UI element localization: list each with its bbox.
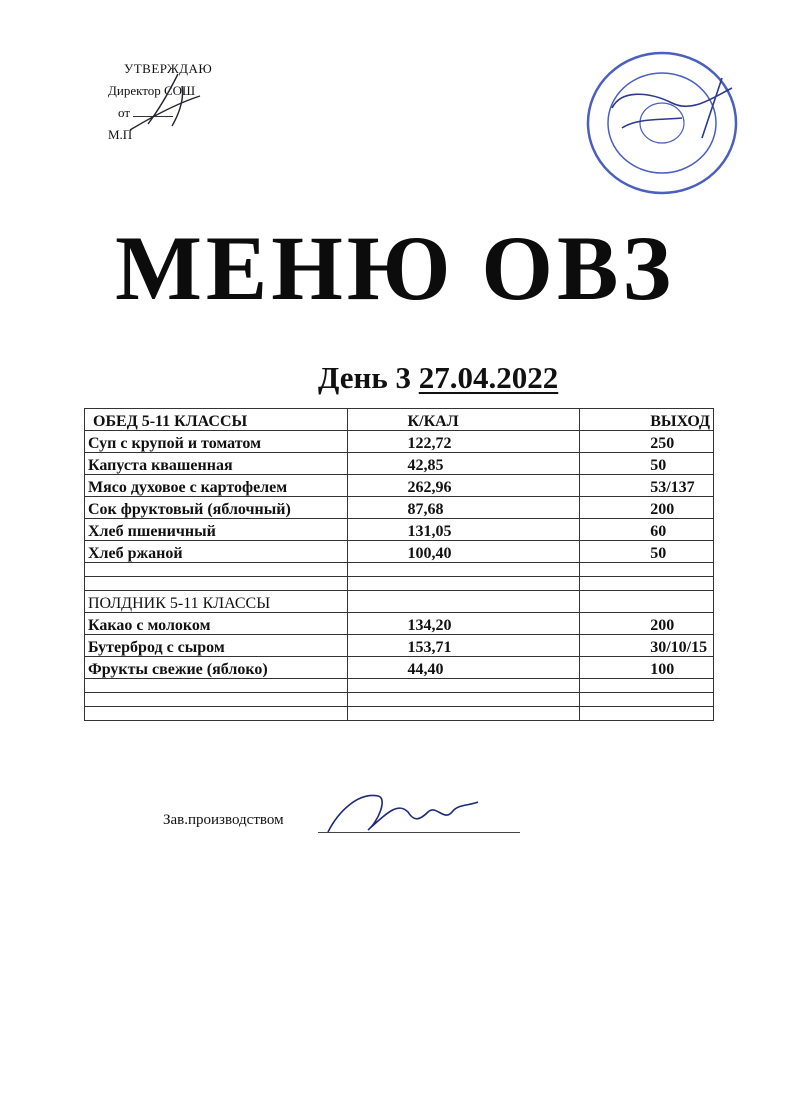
production-manager-label: Зав.производством — [163, 812, 284, 828]
kcal-header: К/КАЛ — [347, 409, 580, 431]
approval-director: Директор СОШ — [108, 83, 196, 98]
approval-date-label: от — [118, 105, 131, 120]
dish-name: Суп с крупой и томатом — [85, 431, 348, 453]
dish-name: Хлеб ржаной — [85, 541, 348, 563]
dish-kcal: 131,05 — [347, 519, 580, 541]
table-row — [85, 431, 714, 453]
director-signature — [120, 68, 210, 148]
day-date: 27.04.2022 — [418, 360, 559, 395]
table-row — [85, 497, 714, 519]
empty-row — [85, 563, 714, 577]
table-row — [85, 475, 714, 497]
dish-kcal: 42,85 — [347, 453, 580, 475]
empty-row — [85, 679, 714, 693]
table-row — [85, 541, 714, 563]
snack-header-row — [85, 591, 714, 613]
approval-seal-label: М.П — [108, 127, 133, 142]
dish-kcal: 122,72 — [347, 431, 580, 453]
dish-yield: 50 — [580, 453, 714, 475]
dish-yield: 53/137 — [580, 475, 714, 497]
dish-kcal: 262,96 — [347, 475, 580, 497]
dish-yield: 30/10/15 — [580, 635, 714, 657]
dish-kcal: 100,40 — [347, 541, 580, 563]
dish-name: Капуста квашенная — [85, 453, 348, 475]
organization-stamp — [582, 48, 742, 198]
table-row — [85, 613, 714, 635]
dish-name: Какао с молоком — [85, 613, 348, 635]
dish-name: Мясо духовое с картофелем — [85, 475, 348, 497]
day-label: День 3 — [318, 360, 411, 395]
dish-name: Сок фруктовый (яблочный) — [85, 497, 348, 519]
dish-yield: 250 — [580, 431, 714, 453]
dish-kcal: 44,40 — [347, 657, 580, 679]
page-title: МЕНЮ ОВЗ — [115, 217, 675, 319]
manager-signature — [318, 782, 498, 842]
lunch-header-title: ОБЕД 5-11 КЛАССЫ — [85, 409, 348, 431]
empty-row — [85, 577, 714, 591]
approval-title: УТВЕРЖДАЮ — [124, 61, 213, 76]
dish-kcal: 87,68 — [347, 497, 580, 519]
empty-row — [85, 693, 714, 707]
dish-kcal: 153,71 — [347, 635, 580, 657]
table-row — [85, 453, 714, 475]
day-heading — [318, 360, 558, 396]
snack-header-title: ПОЛДНИК 5-11 КЛАССЫ — [85, 591, 348, 613]
dish-name: Фрукты свежие (яблоко) — [85, 657, 348, 679]
lunch-header-row — [85, 409, 714, 431]
dish-yield: 50 — [580, 541, 714, 563]
dish-yield: 200 — [580, 613, 714, 635]
table-row — [85, 519, 714, 541]
menu-table — [84, 408, 714, 721]
dish-yield: 100 — [580, 657, 714, 679]
dish-yield: 60 — [580, 519, 714, 541]
dish-yield: 200 — [580, 497, 714, 519]
dish-kcal: 134,20 — [347, 613, 580, 635]
empty-row — [85, 707, 714, 721]
dish-name: Хлеб пшеничный — [85, 519, 348, 541]
table-row — [85, 657, 714, 679]
table-row — [85, 635, 714, 657]
dish-name: Бутерброд с сыром — [85, 635, 348, 657]
yield-header: ВЫХОД — [580, 409, 714, 431]
